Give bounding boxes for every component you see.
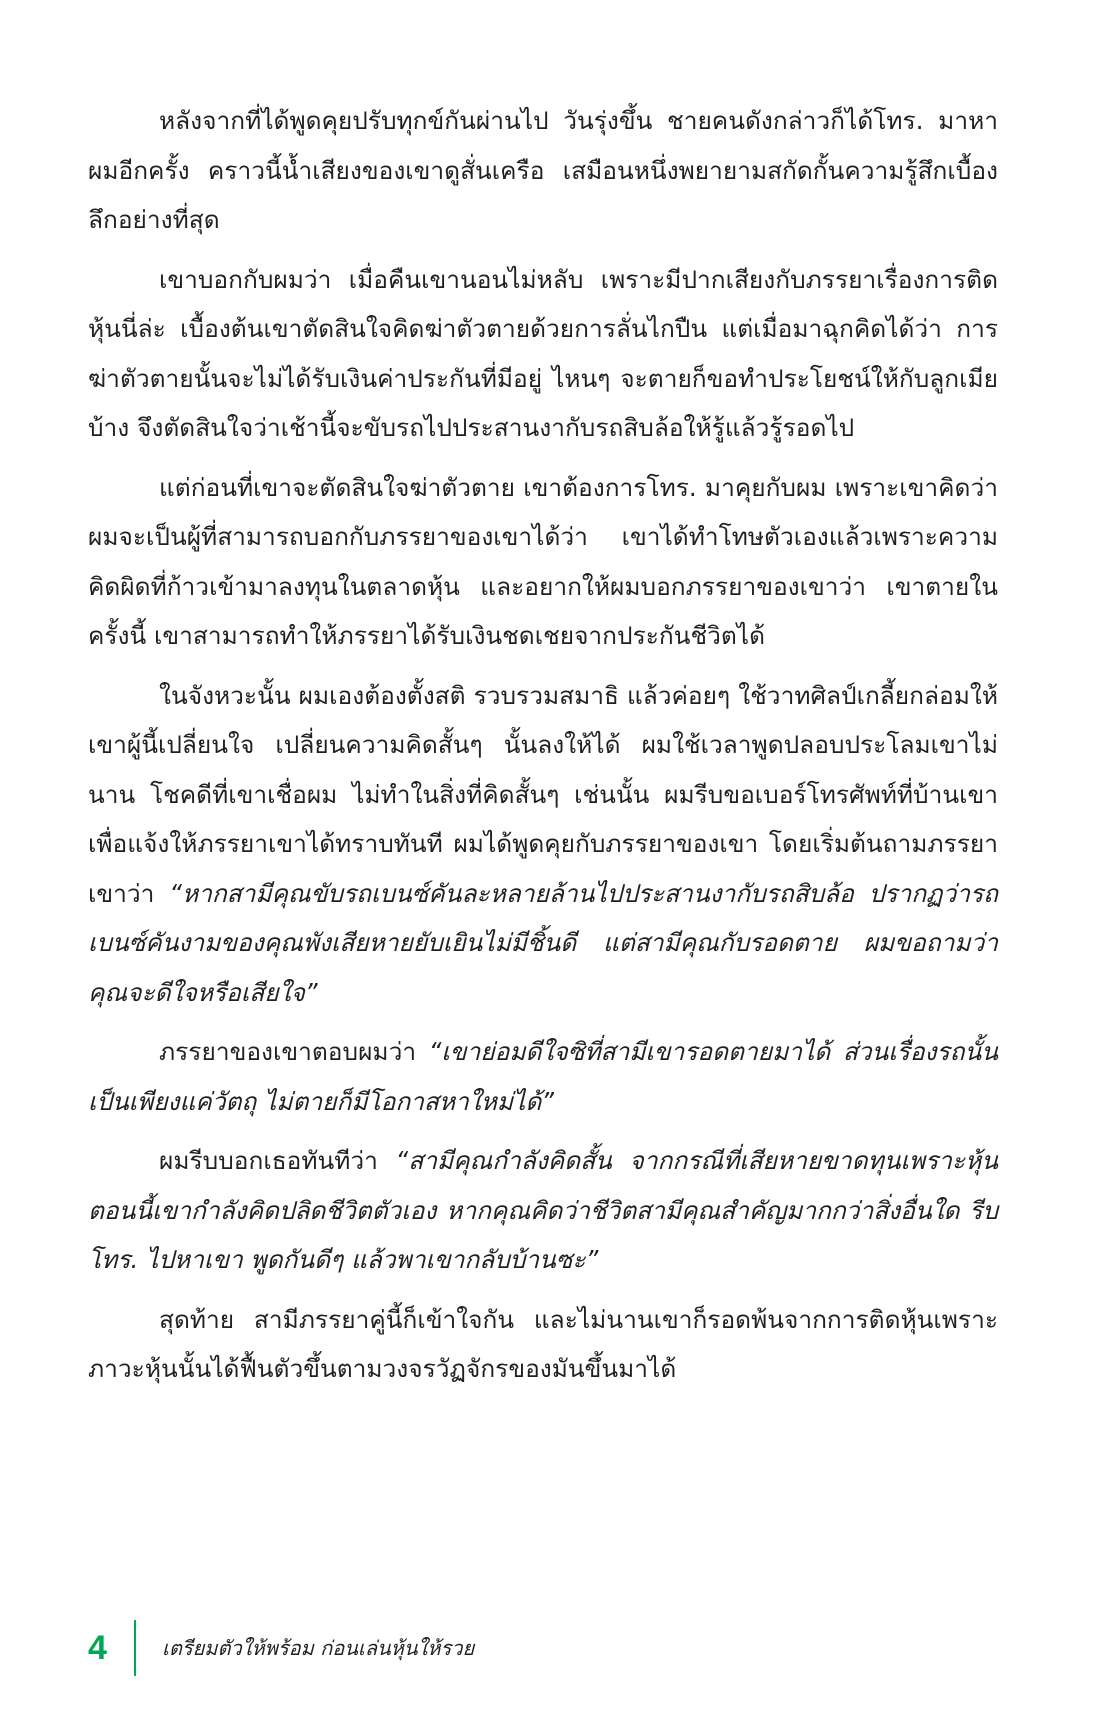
book-title: เตรียมตัวให้พร้อม ก่อนเล่นหุ้นให้รวย [162,1636,475,1660]
paragraph-5 [88,1027,998,1126]
paragraph-4-text: ในจังหวะนั้น ผมเองต้องตั้งสติ รวบรวมสมาธิ แล้วค่อยๆ ใช้วาทศิลป์เกลี้ยกล่อมให้เขาผู้นี้เปลี่ยนใจ เปลี่ยนความคิดสั้นๆ นั้นลงให้ได้ ผมใช้เวลาพูดปลอบประโลมเขาไม่นาน โชคดีที่เขาเชื่อผม ไม่ทำในสิ่งที่คิดสั้นๆ เช่นนั้น ผมรีบขอเบอร์โทรศัพท์ที่บ้านเขา เพื่อแจ้งให้ภรรยาเขาได้ทราบทันที ผมได้พูดคุยกับภรรยาของเขา โดยเริ่มต้นถามภรรยาเขาว่า [88,680,998,908]
paragraph-7-text: สุดท้าย สามีภรรยาคู่นี้ก็เข้าใจกัน และไม่นานเขาก็รอดพ้นจากการติดหุ้นเพราะภาวะหุ้นนั้นได้ฟื้นตัวขึ้นตามวงจรวัฏจักรของมันขึ้นมาได้ [88,1304,998,1383]
paragraph-5-quote: “เขาย่อมดีใจซิที่สามีเขารอดตายมาได้ ส่วนเรื่องรถนั้นเป็นเพียงแค่วัตถุ ไม่ตายก็มีโอกาสหาใหม่ได้” [88,1037,998,1116]
paragraph-1 [88,96,998,245]
paragraph-3 [88,463,998,661]
paragraph-4-quote: “หากสามีคุณขับรถเบนซ์คันละหลายล้านไปประสานงากับรถสิบล้อ ปรากฏว่ารถเบนซ์คันงามของคุณพังเสียหายยับเยินไม่มีชิ้นดี แต่สามีคุณกับรอดตาย ผมขอถามว่าคุณจะดีใจหรือเสียใจ” [88,878,998,1007]
paragraph-6-quote: “สามีคุณกำลังคิดสั้น จากกรณีที่เสียหายขาดทุนเพราะหุ้น ตอนนี้เขากำลังคิดปลิดชีวิตตัวเอง หากคุณคิดว่าชีวิตสามีคุณสำคัญมากกว่าสิ่งอื่นใด รีบโทร. ไปหาเขา พูดกันดีๆ แล้วพาเขากลับบ้านซะ” [88,1146,998,1274]
page-footer [88,1618,474,1678]
paragraph-7 [88,1295,998,1394]
page-number: 4 [88,1628,107,1667]
paragraph-2 [88,255,998,453]
page-body [88,96,998,1404]
paragraph-3-text: แต่ก่อนที่เขาจะตัดสินใจฆ่าตัวตาย เขาต้องการโทร. มาคุยกับผม เพราะเขาคิดว่าผมจะเป็นผู้ที่สามารถบอกกับภรรยาของเขาได้ว่า เขาได้ทำโทษตัวเองแล้วเพราะความคิดผิดที่ก้าวเข้ามาลงทุนในตลาดหุ้น และอยากให้ผมบอกภรรยาของเขาว่า เขาตายในครั้งนี้ เขาสามารถทำให้ภรรยาได้รับเงินชดเชยจากประกันชีวิตได้ [88,472,998,650]
paragraph-6-text: ผมรีบบอกเธอทันทีว่า [159,1146,396,1175]
paragraph-2-text: เขาบอกกับผมว่า เมื่อคืนเขานอนไม่หลับ เพราะมีปากเสียงกับภรรยาเรื่องการติดหุ้นนี่ล่ะ เบื้องต้นเขาตัดสินใจคิดฆ่าตัวตายด้วยการลั่นไกปืน แต่เมื่อมาฉุกคิดได้ว่า การฆ่าตัวตายนั้นจะไม่ได้รับเงินค่าประกันที่มีอยู่ ไหนๆ จะตายก็ขอทำประโยชน์ให้กับลูกเมียบ้าง จึงตัดสินใจว่าเช้านี้จะขับรถไปประสานงากับรถสิบล้อให้รู้แล้วรู้รอดไป [88,264,998,442]
paragraph-1-text: หลังจากที่ได้พูดคุยปรับทุกข์กันผ่านไป วันรุ่งขึ้น ชายคนดังกล่าวก็ได้โทร. มาหาผมอีกครั้ง คราวนี้น้ำเสียงของเขาดูสั่นเครือ เสมือนหนึ่งพยายามสกัดกั้นความรู้สึกเบื้องลึกอย่างที่สุด [88,106,998,234]
paragraph-5-text: ภรรยาของเขาตอบผมว่า [159,1037,429,1066]
footer-divider [134,1620,136,1676]
paragraph-6 [88,1136,998,1285]
paragraph-4 [88,671,998,1018]
